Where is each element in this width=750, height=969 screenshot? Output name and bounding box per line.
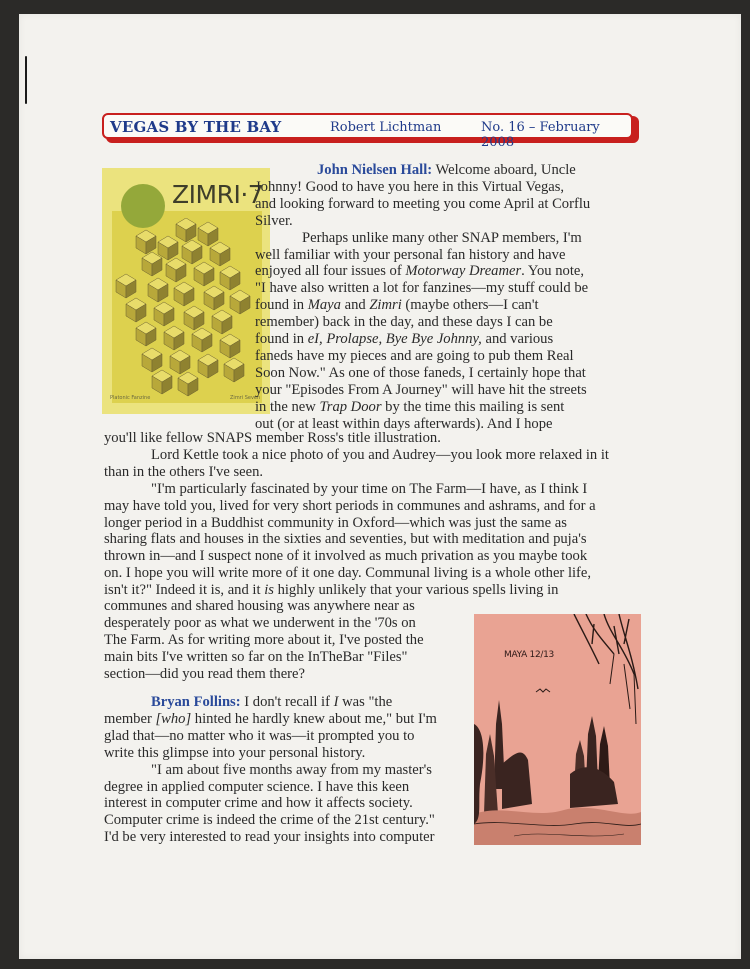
header-banner [102, 113, 633, 150]
letter-2-para-2-body: degree in applied computer science. I have this keen interest in computer crime and how it affects society. Computer crime is indeed the crime of the 21st century." I'd be very interested to read your insights into computer [104, 778, 435, 846]
zimri-footer-left: Platonic Fanzine [110, 395, 151, 401]
letter-2-name: Bryan Follins: [151, 694, 241, 710]
zimri-cover-title: ZIMRI·7 [172, 180, 264, 209]
letter-1-para-3: you'll like fellow SNAPS member Ross's title illustration. [104, 430, 441, 446]
letter-2-para-2: "I am about five months away from my master's [151, 761, 432, 778]
letter-1-name: John Nielsen Hall: [317, 162, 433, 178]
letter-2-para-1: Bryan Follins: I don't recall if I was "the member [who] hinted he hardly knew about me," but I'm glad that—no matter who it was—it prompted you to write this glimpse into your personal history. [104, 694, 437, 761]
zimri-footer-right: Zimri Seven [230, 395, 261, 401]
letter-1-para-4: Lord Kettle took a nice photo of you and Audrey—you look more relaxed in it [151, 446, 609, 463]
letter-1-narrow-column [104, 598, 476, 683]
letter-1-column [255, 162, 652, 433]
letter-1-para-1: John Nielsen Hall: Welcome aboard, Uncle Johnny! Good to have you here in this Virtual Vegas, and looking forward to meeting you come April at Corflu Silver. [255, 162, 591, 229]
newsletter-title: VEGAS BY THE BAY [110, 118, 282, 136]
letter-1-para-2: Perhaps unlike many other SNAP members, I'm well familiar with your personal fan history and have enjoyed all four issues of Motorway Dreamer. You note, "I have also written a lot for fanzines—my stuff could be found in Maya and Zimri (maybe others—I can't remember) back in the day, and these days I can be found in eI, Prolapse, Bye Bye Johnny, and various faneds have my pieces and are going to pub them Real Soon Now." As one of those faneds, I certainly hope that your "Episodes From A Journey" will have hit the streets in the new Trap Door by the time this mailing is sent out (or at least within days afterwards). And I hope [255, 229, 589, 432]
page [19, 14, 741, 959]
author-name: Robert Lichtman [330, 120, 442, 135]
maya-cover-title: MAYA 12/13 [504, 650, 554, 660]
issue-info: No. 16 – February 2008 [481, 120, 600, 150]
letter-1-fullwidth [104, 430, 654, 599]
letter-1-para-5: "I'm particularly fascinated by your time on The Farm—I have, as I think I [151, 480, 588, 497]
margin-mark [25, 56, 27, 104]
zimri-cubes-illustration [112, 218, 262, 398]
letter-1-para-5-body: may have told you, lived for very short periods in communes and ashrams, and for a longer period in a Buddhist community in Oxford—which was just the same as sharing flats and houses in the sixties and seventies, but with meditation and puja's thrown in—and I suspect none of it involved as much privation as you maybe took on. I hope you will write more of it one day. Communal living is a whole other life, isn't it?" Indeed it is, and it is highly unlikely that your various spells living in [104, 497, 596, 599]
letter-1-para-6: communes and shared housing was anywhere near as desperately poor as what we underwent in the '70s on The Farm. As for writing more about it, I've posted the main bits I've written so far on the InTheBar "Files" section—did you read them there? [104, 598, 424, 682]
letter-1-para-4b: than in the others I've seen. [104, 463, 264, 480]
letter-2-column [104, 694, 476, 846]
maya-cover-image [474, 614, 641, 845]
maya-landscape-illustration [474, 614, 641, 845]
zimri-cover-image [102, 168, 270, 414]
